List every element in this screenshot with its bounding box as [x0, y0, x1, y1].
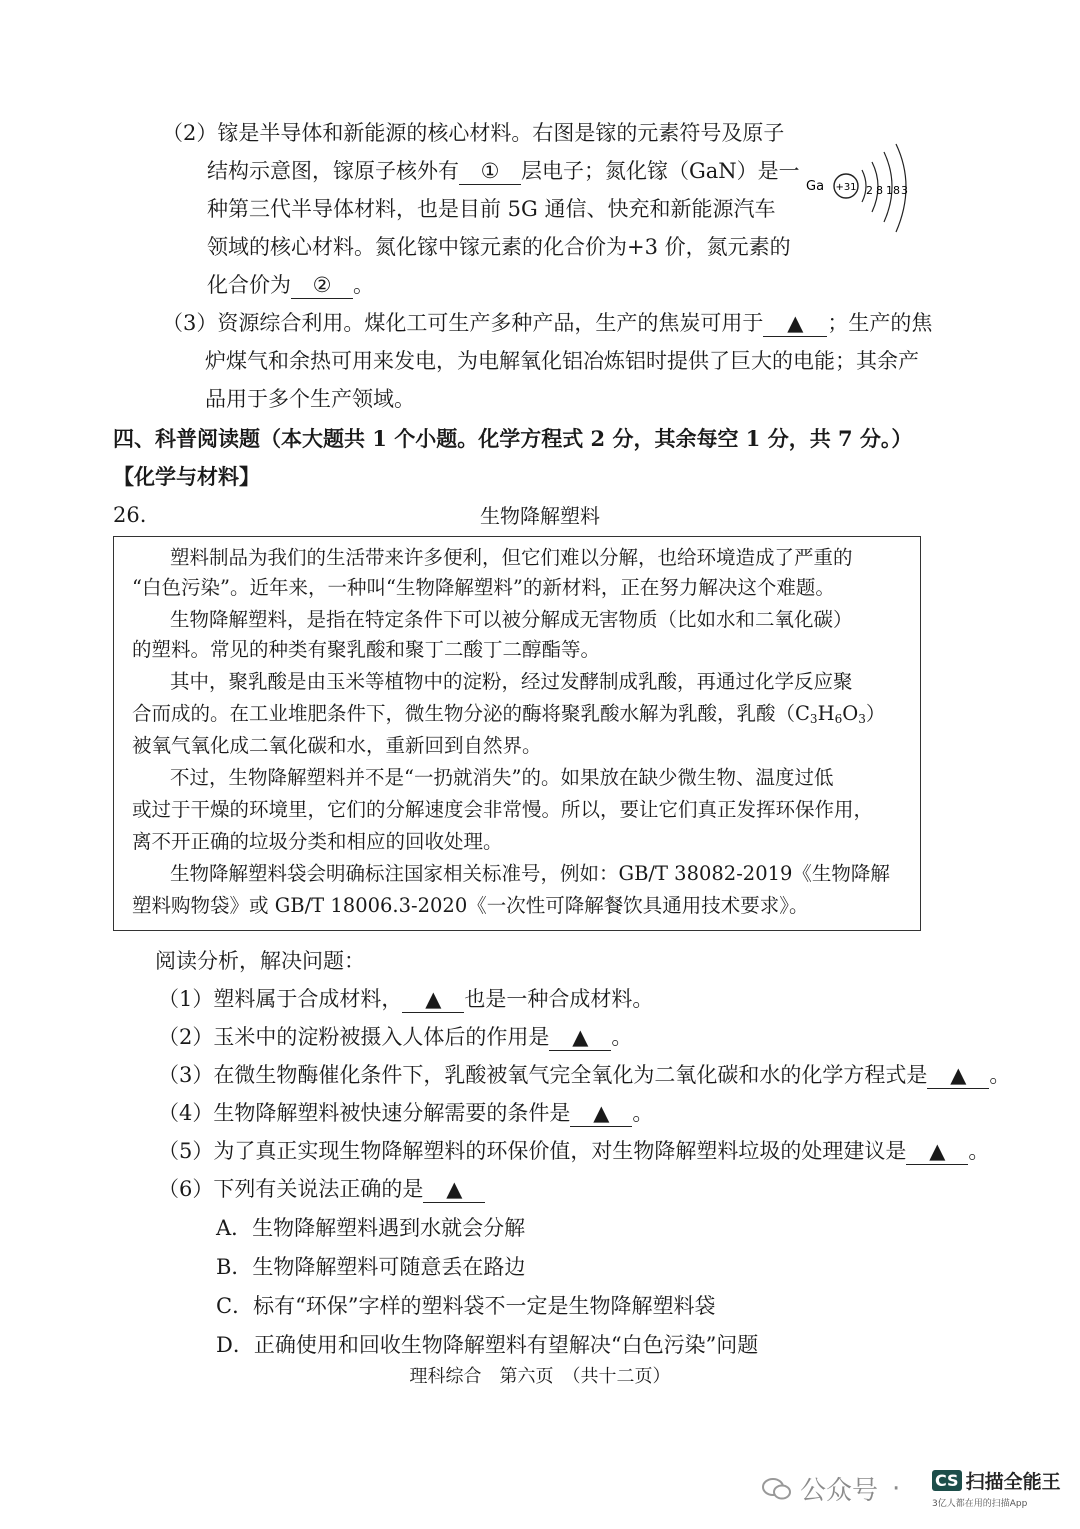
- option-b[interactable]: B．生物降解塑料可随意丢在路边: [216, 1255, 526, 1279]
- page-footer: 理科综合 第六页 （共十二页）: [409, 1366, 671, 1387]
- passage-line: 生物降解塑料，是指在特定条件下可以被分解成无害物质（比如水和二氧化碳）: [170, 608, 853, 631]
- wechat-icon: [762, 1477, 792, 1501]
- passage-line: 生物降解塑料袋会明确标注国家相关标准号，例如：GB/T 38082-2019《生物降解: [170, 862, 890, 885]
- passage-line: 或过于干燥的环境里，它们的分解速度会非常慢。所以，要让它们真正发挥环保作用，: [132, 798, 874, 821]
- q3-line-1: （3）资源综合利用。煤化工可生产多种产品，生产的焦炭可用于 ▲ ；生产的焦: [162, 311, 933, 335]
- reading-passage: [113, 536, 921, 931]
- passage-line: 被氧气氧化成二氧化碳和水，重新回到自然界。: [132, 734, 542, 757]
- gallium-atom-diagram: [800, 140, 920, 250]
- q2-line-3: 种第三代半导体材料，也是目前 5G 通信、快充和新能源汽车: [207, 197, 776, 221]
- section-heading: 四、科普阅读题（本大题共 1 个小题。化学方程式 2 分，其余每空 1 分，共 7 分。）: [113, 426, 913, 451]
- camscanner-badge: CS 扫描全能王 3亿人都在用的扫描App: [932, 1471, 1061, 1509]
- answer-blank-3[interactable]: ▲: [763, 310, 827, 337]
- answer-blank-q1[interactable]: ▲: [402, 986, 464, 1013]
- shell-4-count: 3: [901, 184, 908, 197]
- answer-blank-2[interactable]: ②: [291, 272, 353, 299]
- question-6: （6）下列有关说法正确的是 ▲: [158, 1174, 485, 1204]
- answer-blank-q6[interactable]: ▲: [423, 1176, 485, 1203]
- cs-logo-icon: CS: [932, 1470, 962, 1491]
- question-1: （1）塑料属于合成材料， ▲ 也是一种合成材料。: [158, 987, 654, 1011]
- q3-line-3: 品用于多个生产领域。: [205, 387, 415, 411]
- option-c[interactable]: C．标有“环保”字样的塑料袋不一定是生物降解塑料袋: [216, 1294, 716, 1318]
- answer-blank-q3[interactable]: ▲: [927, 1062, 989, 1089]
- element-symbol: Ga: [806, 179, 825, 194]
- shell-2-count: 8: [876, 184, 883, 197]
- question-2: （2）玉米中的淀粉被摄入人体后的作用是 ▲ 。: [158, 1025, 633, 1049]
- question-number: 26.: [113, 503, 147, 527]
- nucleus-charge: +31: [835, 182, 857, 193]
- q2-line-4: 领域的核心材料。氮化镓中镓元素的化合价为+3 价，氮元素的: [207, 235, 791, 259]
- passage-line: 不过，生物降解塑料并不是“一扔就消失”的。如果放在缺少微生物、温度过低: [170, 766, 834, 789]
- question-4: （4）生物降解塑料被快速分解需要的条件是 ▲ 。: [158, 1101, 654, 1125]
- passage-line: 塑料购物袋》或 GB/T 18006.3-2020《一次性可降解餐饮具通用技术要求》。: [132, 894, 809, 917]
- section-tag: 【化学与材料】: [113, 464, 260, 489]
- q2-line-1: （2）镓是半导体和新能源的核心材料。右图是镓的元素符号及原子: [162, 121, 785, 145]
- passage-title: 生物降解塑料: [480, 504, 600, 528]
- option-d[interactable]: D．正确使用和回收生物降解塑料有望解决“白色污染”问题: [216, 1333, 759, 1357]
- wechat-watermark: 公众号 ·: [762, 1470, 900, 1507]
- answer-blank-q5[interactable]: ▲: [906, 1138, 968, 1165]
- question-3: （3）在微生物酶催化条件下，乳酸被氧气完全氧化为二氧化碳和水的化学方程式是 ▲ 。: [158, 1063, 1011, 1087]
- q2-line-2: 结构示意图，镓原子核外有 ① 层电子；氮化镓（GaN）是一: [207, 159, 800, 183]
- questions-intro: 阅读分析，解决问题：: [155, 949, 365, 973]
- passage-line: 塑料制品为我们的生活带来许多便利，但它们难以分解，也给环境造成了严重的: [170, 546, 853, 569]
- answer-blank-q2[interactable]: ▲: [549, 1024, 611, 1051]
- passage-line: 的塑料。常见的种类有聚乳酸和聚丁二酸丁二醇酯等。: [132, 638, 601, 661]
- passage-line: 其中，聚乳酸是由玉米等植物中的淀粉，经过发酵制成乳酸，再通过化学反应聚: [170, 670, 853, 693]
- q3-line-2: 炉煤气和余热可用来发电，为电解氧化铝冶炼铝时提供了巨大的电能；其余产: [205, 349, 919, 373]
- question-5: （5）为了真正实现生物降解塑料的环保价值，对生物降解塑料垃圾的处理建议是 ▲ 。: [158, 1139, 990, 1163]
- passage-line: 离不开正确的垃圾分类和相应的回收处理。: [132, 830, 503, 853]
- q2-line-5: 化合价为 ② 。: [207, 273, 374, 297]
- option-a[interactable]: A．生物降解塑料遇到水就会分解: [216, 1216, 526, 1240]
- shell-1-count: 2: [866, 184, 873, 197]
- answer-blank-1[interactable]: ①: [459, 158, 521, 185]
- passage-line: 合而成的。在工业堆肥条件下，微生物分泌的酶将聚乳酸水解为乳酸，乳酸$(C_3H_6O_3)$: [132, 702, 886, 726]
- answer-blank-q4[interactable]: ▲: [570, 1100, 632, 1127]
- shell-3-count: 18: [886, 184, 900, 197]
- passage-line: “白色污染”。近年来，一种叫“生物降解塑料”的新材料，正在努力解决这个难题。: [132, 576, 835, 599]
